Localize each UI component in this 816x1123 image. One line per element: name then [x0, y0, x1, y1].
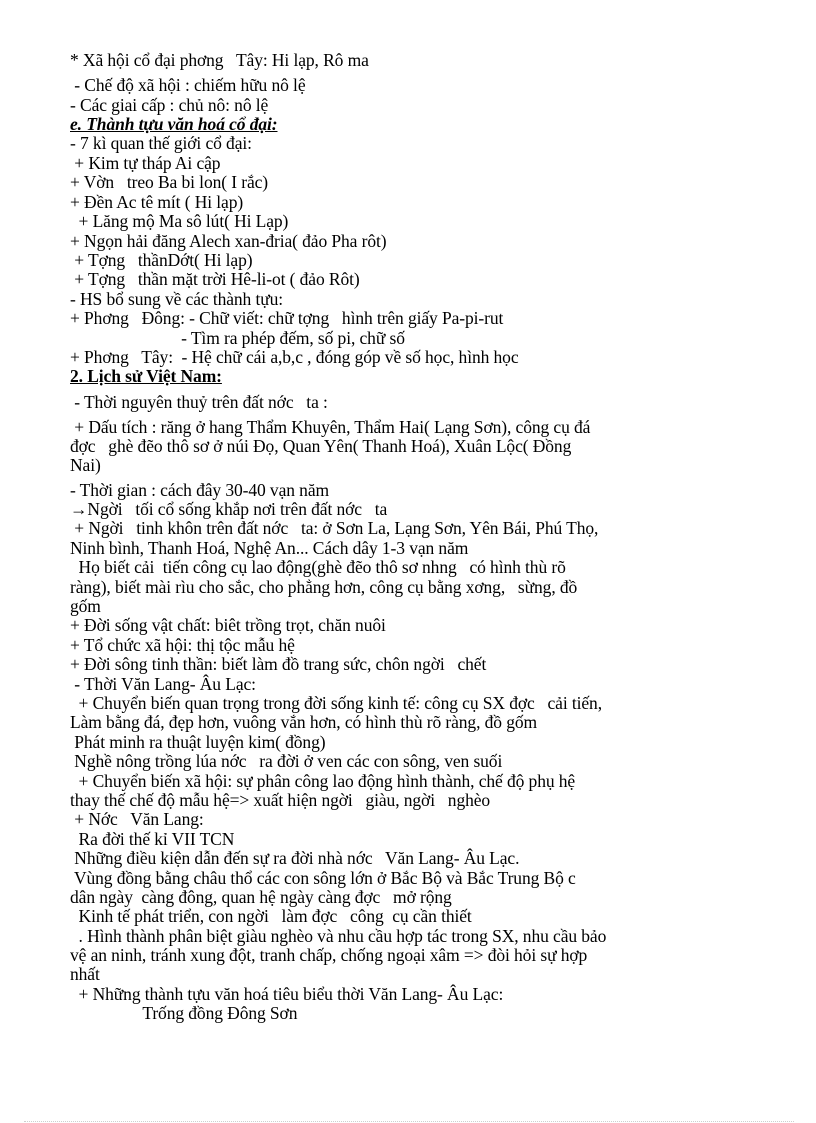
text-line: + Ngọn hải đăng Alech xan-đria( đảo Pha rôt) [70, 231, 387, 251]
text-line: - Các giai cấp : chủ nô: nô lệ [70, 95, 269, 115]
text-line: gốm [70, 596, 101, 616]
text-line: + Đền Ac tê mít ( Hi lạp) [70, 192, 244, 212]
text-line: + Kim tự tháp Ai cập [70, 153, 221, 173]
text-line: + Tợng thầnDớt( Hi lạp) [70, 250, 253, 270]
text-line: + Vờn treo Ba bi lon( I rắc) [70, 172, 269, 192]
text-line: + Nớc Văn Lang: [70, 809, 204, 829]
page-bottom-rule [24, 1121, 794, 1122]
text-line: Vùng đồng bằng châu thổ các con sông lớn ở Bắc Bộ và Bắc Trung Bộ c [70, 868, 576, 888]
text-line: + Đời sống vật chất: biêt trồng trọt, chăn nuôi [70, 615, 386, 635]
text-line: - Thời nguyên thuỷ trên đất nớc ta : [70, 392, 328, 412]
text-line: Ra đời thế kỉ VII TCN [70, 829, 235, 849]
text-line: - 7 kì quan thế giới cổ đại: [70, 133, 252, 153]
text-line: + Ngời tinh khôn trên đất nớc ta: ở Sơn La, Lạng Sơn, Yên Bái, Phú Thọ, [70, 518, 599, 538]
text-line: dân ngày càng đông, quan hệ ngày càng đợc mở rộng [70, 887, 452, 907]
text-line: Trống đồng Đông Sơn [70, 1003, 298, 1023]
text-line: - Thời Văn Lang- Âu Lạc: [70, 674, 256, 694]
text-line: + Dấu tích : răng ở hang Thẩm Khuyên, Thẩm Hai( Lạng Sơn), công cụ đá [70, 417, 591, 437]
text-line: Họ biết cải tiến công cụ lao động(ghè đẽo thô sơ nhng có hình thù rõ [70, 557, 566, 577]
text-line: * Xã hội cổ đại phơng Tây: Hi lạp, Rô ma [70, 50, 369, 70]
text-line: + Chuyển biến quan trọng trong đời sống kinh tế: công cụ SX đợc cải tiến, [70, 693, 602, 713]
text-line: thay thế chế độ mẫu hệ=> xuất hiện ngời giàu, ngời nghèo [70, 790, 491, 810]
text-line: + Tợng thần mặt trời Hê-li-ot ( đảo Rôt) [70, 269, 360, 289]
text-line: vệ an ninh, tránh xung đột, tranh chấp, chống ngoại xâm => đòi hỏi sự hợp [70, 945, 588, 965]
text-line: Ninh bình, Thanh Hoá, Nghệ An... Cách dây 1-3 vạn năm [70, 538, 469, 558]
text-line: đợc ghè đẽo thô sơ ở núi Đọ, Quan Yên( Thanh Hoá), Xuân Lộc( Đồng [70, 436, 572, 456]
text-line: nhất [70, 964, 100, 984]
text-line: Những điều kiện dẫn đến sự ra đời nhà nớc Văn Lang- Âu Lạc. [70, 848, 520, 868]
text-line: Nai) [70, 455, 101, 475]
text-line: - Thời gian : cách đây 30-40 vạn năm [70, 480, 330, 500]
text-line: . Hình thành phân biệt giàu nghèo và nhu cầu hợp tác trong SX, nhu cầu bảo [70, 926, 607, 946]
text-line: →Ngời tối cổ sống khắp nơi trên đất nớc ta [70, 499, 388, 519]
text-line: - Tìm ra phép đếm, số pi, chữ số [70, 328, 405, 348]
text-line: + Những thành tựu văn hoá tiêu biểu thời Văn Lang- Âu Lạc: [70, 984, 504, 1004]
section-heading: 2. Lịch sử Việt Nam: [70, 366, 222, 386]
text-line: - HS bổ sung về các thành tựu: [70, 289, 284, 309]
text-line: + Đời sông tinh thần: biết làm đồ trang sức, chôn ngời chết [70, 654, 487, 674]
text-line: ràng), biết mài rìu cho sắc, cho phẳng hơn, công cụ bằng xơng, sừng, đồ [70, 577, 578, 597]
text-line: + Phơng Tây: - Hệ chữ cái a,b,c , đóng góp về số học, hình học [70, 347, 519, 367]
text-line: Kinh tế phát triển, con ngời làm đợc công cụ cần thiết [70, 906, 472, 926]
text-line: - Chế độ xã hội : chiếm hữu nô lệ [70, 75, 306, 95]
text-line: Làm bằng đá, đẹp hơn, vuông vắn hơn, có hình thù rõ ràng, đồ gốm [70, 712, 538, 732]
text-line: Phát minh ra thuật luyện kim( đồng) [70, 732, 326, 752]
section-heading: e. Thành tựu văn hoá cổ đại: [70, 114, 278, 134]
text-line: + Tổ chức xã hội: thị tộc mẫu hệ [70, 635, 295, 655]
text-line: Nghề nông trồng lúa nớc ra đời ở ven các con sông, ven suối [70, 751, 503, 771]
text-line: + Lăng mộ Ma sô lút( Hi Lạp) [70, 211, 289, 231]
text-line: + Chuyển biến xã hội: sự phân công lao động hình thành, chế độ phụ hệ [70, 771, 576, 791]
text-line: + Phơng Đông: - Chữ viết: chữ tợng hình trên giấy Pa-pi-rut [70, 308, 504, 328]
